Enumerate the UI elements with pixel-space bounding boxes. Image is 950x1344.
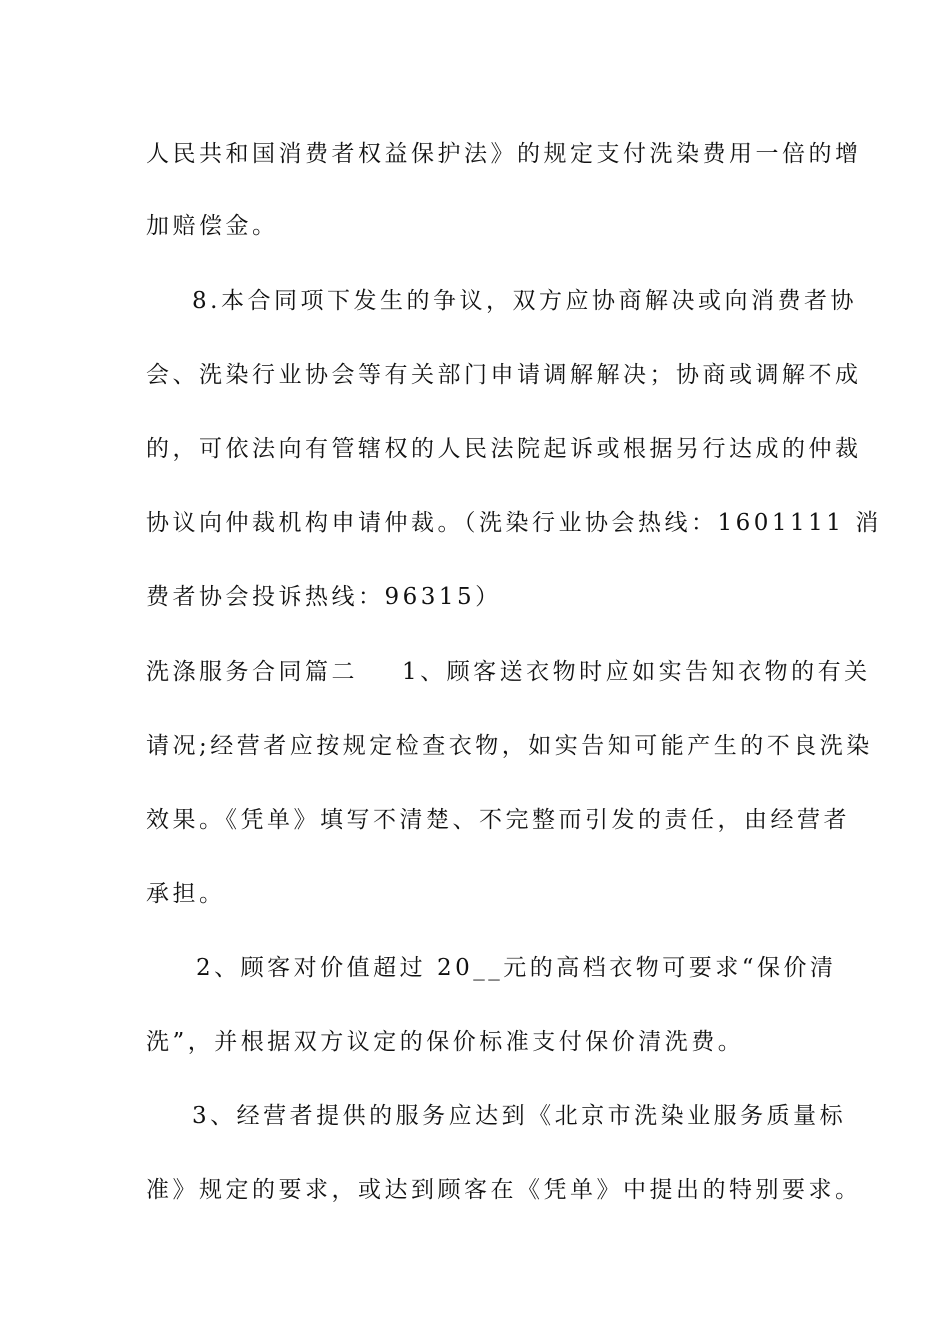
text-line: 效果。《凭单》填写不清楚、不完整而引发的责任，由经营者 <box>146 807 850 833</box>
text-line: 会、洗染行业协会等有关部门申请调解解决；协商或调解不成 <box>146 362 862 388</box>
text-line: 的，可依法向有管辖权的人民法院起诉或根据另行达成的仲裁 <box>146 436 862 462</box>
section-line <box>146 657 871 687</box>
text-line: 洗”，并根据双方议定的保价标准支付保价清洗费。 <box>146 1029 745 1055</box>
text-line: 3、经营者提供的服务应达到《北京市洗染业服务质量标 <box>192 1103 847 1129</box>
text-line: 请况;经营者应按规定检查衣物，如实告知可能产生的不良洗染 <box>146 733 873 759</box>
text-line: 2、顾客对价值超过 20__元的高档衣物可要求“保价清 <box>196 955 837 981</box>
text-line: 1、顾客送衣物时应如实告知衣物的有关 <box>402 659 871 685</box>
text-line: 承担。 <box>146 881 226 907</box>
text-line: 人民共和国消费者权益保护法》的规定支付洗染费用一倍的增 <box>146 141 862 167</box>
text-line: 加赔偿金。 <box>146 213 279 239</box>
text-line: 费者协会投诉热线：96315） <box>146 584 502 610</box>
text-line: 协议向仲裁机构申请仲裁。（洗染行业协会热线：1601111 消 <box>146 510 882 536</box>
text-line: 8.本合同项下发生的争议，双方应协商解决或向消费者协 <box>192 288 857 314</box>
text-line: 准》规定的要求，或达到顾客在《凭单》中提出的特别要求。 <box>146 1177 862 1203</box>
section-heading: 洗涤服务合同篇二 <box>146 659 358 685</box>
